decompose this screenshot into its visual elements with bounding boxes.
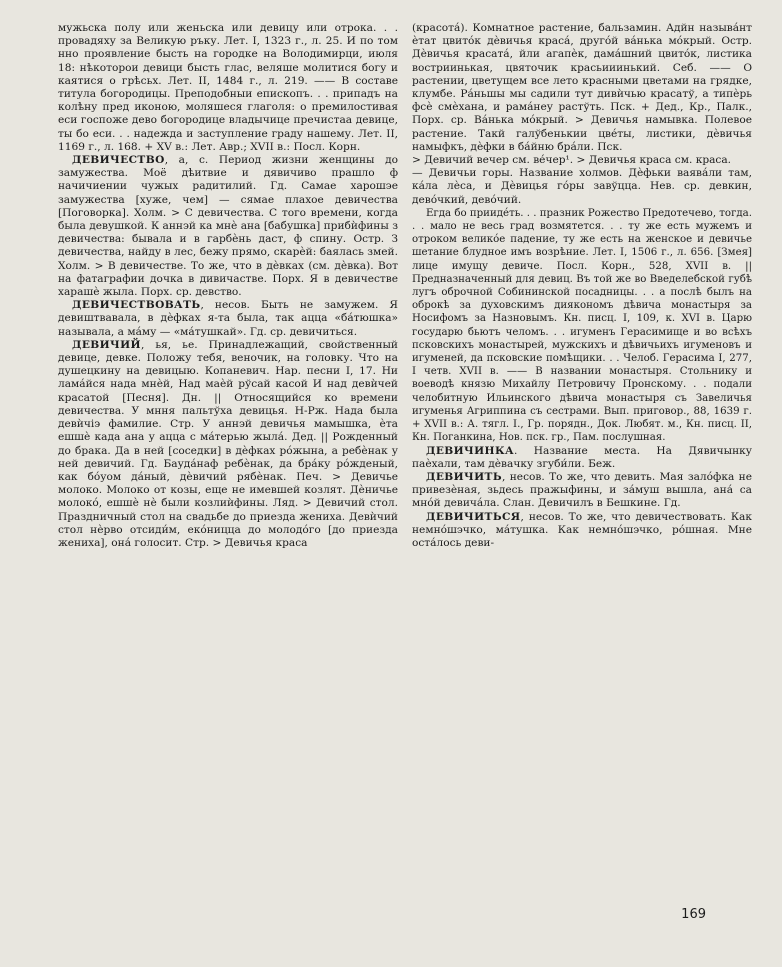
- dictionary-entry: [58, 339, 398, 550]
- entry-body: , несов. То же, что девить. Мая залóфка не привезѐная, зьдесь пражыфины, и зáмуш вышла, анá са мнóй девичáла. Слан. Девичилъ в Бешкине. Гд.: [412, 470, 752, 510]
- entry-headword: ДЕВИЧИЙ: [72, 338, 141, 351]
- entry-body: , ья, ье. Принадлежащий, свойственный девице, девке. Положу тебя, веночик, на головку. Что на душецкину на девицыю. Копаневич. Нар. песни I, 17. Ни ламáйся нада мнѐй, Над маѐй рўсай касой И над девѝчей красатой [Песня]. Дн. || Относящийся ко времени девичества. У мння пальтўха девицья. Н-Рж. Нада была девѝчiэ фамилие. Стр. У аннэй девичья мамышка, ѐта ешшѐ када ана у ацца с мáтерью жылá. Дед. || Рожденный до брака. Да в ней [соседки] в дѐфках рóжына, а ребѐнак у ней девичий. Гд. Баудáнаф ребѐнак, да брáку рóжденый, как бóуом дáный, дѐвичий рябѐнак. Печ. > Девичье молоко. Молоко от козы, еще не имевшей козлят. Дѐничье молокó, ешшѐ нѐ были козлиѝфины. Ляд. > Девичий стол. Праздничный стол на свадьбе до приезда жениха. Девѝчий стол нѐрво отсиди́м, екóницца до молодóго [до приезда жениха], онá голосит. Стр. > Девичья краса: [58, 338, 398, 549]
- entry-headword: ДЕВИЧИНКА: [426, 444, 515, 457]
- entry-continuation: — Девичьи горы. Название холмов. Дѐфьки ваявáли там, кáла лѐса, и Дѐвицья гóры завўцца. Нев. ср. девкин, девóчкий, девóчий.: [412, 167, 752, 206]
- dictionary-entry: [58, 299, 398, 339]
- entry-body: . Название места. На Дявичынку паѐхали, там дѐвачку згуби́ли. Беж.: [412, 444, 752, 470]
- entry-continuation: мужьска полу или женьска или девицу или отрока. . . провадяху за Великую ръку. Лет. I, 1323 г., л. 25. И по том нно проявление бысть на городке на Володимирци, июля 18: нѣкоторои девици бысть глас, веляше молитися богу и каятися о грѣсьх. Лет. II, 1484 г., л. 219. —— В составе титула богородицы. Преподобныи епископъ. . . припадъ на колѣну пред иконою, моляшеся глаголя: о премилостивая еси госпоже дево богородице владычице пречистаа девице, ты бо еси. . . надежда и заступление граду нашему. Лет. II, 1169 г., л. 168. + XV в.: Лет. Авр.; XVII в.: Посл. Корн.: [58, 22, 398, 153]
- entry-headword: ДЕВИЧИТЬ: [426, 470, 502, 483]
- text-columns: [58, 22, 762, 550]
- entry-headword: ДЕВИЧЕСТВО: [72, 154, 165, 167]
- page-number: 169: [681, 907, 706, 922]
- dictionary-entry: [58, 154, 398, 299]
- right-column: [412, 22, 752, 550]
- entry-body: , несов. То же, что девичествовать. Как немнóшэчко, мáтушка. Как немнóшэчко, рóшная. Мне остáлось деви-: [412, 510, 752, 549]
- entry-continuation: (красотá). Комнатное растение, бальзамин. Адйн называ́нт ѐтат цвитóк дѐвичья красá, другóй вáнька мóкрый. Остр. Дѐвичья красатá, йли агапѐк, дамáшний цвитóк, листика востриинькая, цвяточик красьииинький. Себ. —— О растении, цветущем все лето красными цветами на грядке, клумбе. Рáньшы мы садили тут дивѝчью красатў, а типѐрь фсѐ смѐхана, и рамáнеу растўть. Пск. + Дед., Кр., Палк., Порх. ср. Вáнька мóкрый. > Девичья намывка. Полевое растение. Такй галўбенькии цвéты, листики, дѐвичья намыфкъ, дѐфки в бáйню брáли. Пск.: [412, 22, 752, 153]
- entry-continuation: > Девичий вечер см. вéчер¹. > Девичья краса см. краса.: [412, 154, 732, 167]
- dictionary-entry: [412, 511, 752, 551]
- dictionary-entry: [412, 445, 752, 471]
- entry-headword: ДЕВИЧИТЬСЯ: [426, 510, 521, 523]
- entry-body: , а, с. Период жизни женщины до замужества. Моё дѣитвие и дявичиво прашло ф начичиении чужых радитилий. Гд. Самае харошэе замужества [хуже, чем] — сямае плахое девичества [Поговорка]. Холм. > С девичества. С того времени, когда была девушкой. К аннэй ка мнѐ ана [бабушка] прибѝфины з девичества: бывала и в гарбѐнь даст, ф спину. Остр. З девичества, найду в лес, бежу прямо, скарѐй: баялась змей. Холм. > В девичестве. То же, что в дѐвках (см. дѐвка). Вот на фатаграфии дочка в дивичастве. Порх. Я в девичестве харашѐ жыла. Порх. ср. девство.: [58, 154, 398, 299]
- dictionary-entry: [412, 471, 752, 511]
- entry-headword: ДЕВИЧЕСТВОВАТЬ: [72, 299, 201, 312]
- entry-body: , несов. Быть не замужем. Я девиштвавала, в дѐфках я-та была, так ацца «бáтюшка» называла, а мáму — «мáтушкай». Гд. ср. девичиться.: [58, 299, 398, 338]
- left-column: [58, 22, 398, 550]
- citation-paragraph: Егда бо прииде́ть. . . празник Рожество Предотечево, тогда. . . мало не весь град возмятется. . . ту же есть мужемъ и отроком велико́е падение, ту же есть на женское и девичье шетание блудное имъ возрѣние. Лет. I, 1506 г., л. 656. [Змея] лице имущу девиче. Посл. Корн., 528, XVII в. || Предназначенный для девиц. Въ той же во Введелебской губѣ лугъ оброчной Собининской посадницы. . . а послѣ былъ на оброкѣ за духовскимъ диякономъ дѣвича монастыря за Носифомъ за Назновымъ. Кн. писц. I, 109, к. XVI в. Царю государю бьютъ челомъ. . . игуменъ Герасимище и во всѣхъ псковскихъ монастырей, мужскихъ и дѣвичьихъ игуменовъ и игуменей, да псковские помѣщики. . . Челоб. Герасима I, 277, I четв. XVII в. —— В названии монастыря. Стольнику и воеводѣ князю Михайлу Петровичу Пронскому. . . подали челобитную Ильинского дѣвича монастыря съ Завеличья игуменья Агриппина съ сестрами. Вып. приговор., 88, 1639 г. + XVII в.: А. тягл. I., Гр. порядн., Док. Любят. м., Кн. писц. II, Кн. Поганкина, Нов. пск. гр., Пам. послушная.: [412, 207, 752, 444]
